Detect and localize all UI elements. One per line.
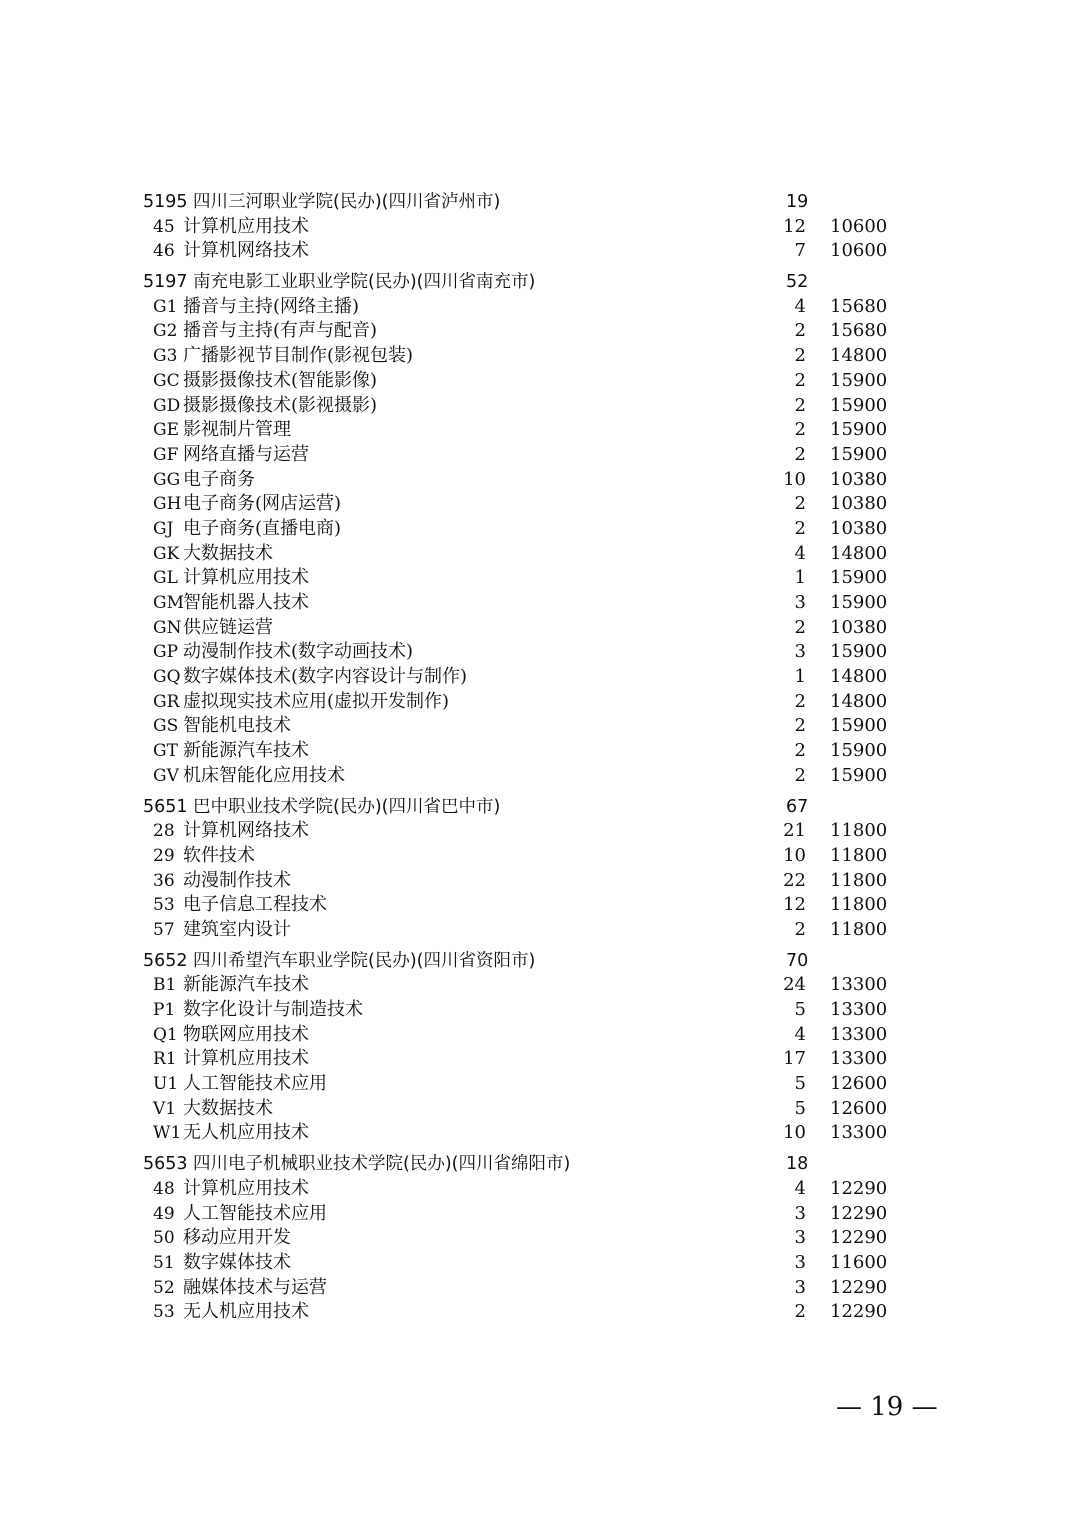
major-name: 广播影视节目制作(影视包装) [183,345,414,367]
major-row [0,319,1080,344]
major-fee: 13300 [830,1048,888,1070]
major-fee: 14800 [830,666,888,688]
major-count: 2 [794,394,806,416]
major-code: 48 [153,1178,175,1199]
school-name: 四川电子机械职业技术学院(民办)(四川省绵阳市) [193,1154,571,1175]
major-row [0,1047,1080,1072]
major-fee: 15900 [830,443,888,465]
major-count: 2 [794,740,806,762]
major-code: GC [153,370,180,391]
school-block [0,949,1080,1147]
major-fee: 10600 [830,240,888,262]
major-row [0,215,1080,240]
major-row [0,1097,1080,1122]
school-total: 70 [786,950,809,971]
major-count: 1 [794,666,806,688]
major-row [0,418,1080,443]
major-count: 24 [783,974,806,996]
major-count: 1 [794,567,806,589]
major-row [0,1023,1080,1048]
major-row [0,844,1080,869]
major-row [0,616,1080,641]
major-fee: 14800 [830,542,888,564]
major-row [0,973,1080,998]
major-name: 电子商务 [183,468,255,490]
major-row [0,690,1080,715]
major-count: 2 [794,345,806,367]
school-code: 5651 [143,796,188,817]
major-name: 智能机器人技术 [183,592,309,613]
major-code: GN [153,617,182,638]
major-row [0,492,1080,517]
major-name: 融媒体技术与运营 [183,1276,327,1298]
school-code: 5652 [143,950,188,971]
major-count: 3 [794,1276,806,1298]
school-name: 巴中职业技术学院(民办)(四川省巴中市) [193,796,501,817]
school-total: 18 [786,1154,809,1175]
major-name: 智能机电技术 [183,715,291,737]
major-name: 计算机网络技术 [183,820,309,842]
major-code: 50 [153,1228,175,1249]
major-fee: 10600 [830,215,888,237]
major-count: 2 [794,320,806,342]
major-count: 3 [794,592,806,613]
major-name: 摄影摄像技术(影视摄影) [183,394,378,416]
major-code: Q1 [153,1024,178,1045]
school-header [0,795,1080,820]
major-name: 计算机应用技术 [183,215,309,237]
major-fee: 14800 [830,690,888,712]
major-count: 3 [794,1251,806,1273]
major-code: GE [153,420,179,441]
major-code: 29 [153,845,175,866]
major-name: 大数据技术 [183,1097,273,1119]
major-fee: 11800 [830,820,888,842]
major-name: 电子信息工程技术 [183,894,327,916]
major-row [0,542,1080,567]
major-row [0,764,1080,789]
major-code: 46 [153,241,175,262]
major-code: 53 [153,895,175,916]
major-name: 数字媒体技术(数字内容设计与制作) [183,666,468,688]
major-fee: 15900 [830,764,888,786]
major-code: GV [153,765,179,786]
school-total: 67 [786,796,809,817]
major-fee: 10380 [830,616,888,638]
major-name: 人工智能技术应用 [183,1073,327,1095]
major-count: 4 [794,542,806,564]
major-count: 2 [794,1301,806,1323]
major-fee: 15900 [830,592,888,613]
major-row [0,517,1080,542]
major-fee: 10380 [830,493,888,515]
major-count: 3 [794,1202,806,1224]
major-fee: 12290 [830,1301,888,1323]
major-name: 计算机应用技术 [183,567,309,589]
major-row [0,566,1080,591]
major-count: 2 [794,690,806,712]
major-name: 计算机应用技术 [183,1177,309,1199]
major-code: GT [153,741,178,762]
major-code: P1 [153,1000,176,1020]
major-row [0,1177,1080,1202]
major-count: 10 [783,468,806,490]
major-code: V1 [153,1098,177,1119]
major-count: 5 [794,1073,806,1095]
major-fee: 12290 [830,1276,888,1298]
major-name: 软件技术 [183,844,255,866]
major-fee: 15900 [830,419,888,441]
major-row [0,369,1080,394]
major-count: 2 [794,715,806,737]
major-fee: 12290 [830,1202,888,1224]
major-name: 机床智能化应用技术 [183,764,345,786]
major-count: 2 [794,493,806,515]
major-fee: 12290 [830,1227,888,1249]
major-fee: 13300 [830,1122,888,1144]
major-name: 建筑室内设计 [183,918,291,940]
major-count: 2 [794,918,806,940]
major-row [0,591,1080,616]
major-code: GP [153,642,179,663]
major-count: 2 [794,443,806,465]
major-row [0,893,1080,918]
major-row [0,739,1080,764]
major-row [0,918,1080,943]
major-row [0,344,1080,369]
major-code: GL [153,568,178,589]
major-row [0,1121,1080,1146]
major-count: 4 [794,295,806,317]
major-code: GK [153,543,180,564]
major-code: GQ [153,667,181,688]
major-fee: 10380 [830,468,888,490]
school-total: 52 [786,272,809,293]
major-count: 2 [794,369,806,391]
major-row [0,295,1080,320]
major-count: 21 [783,820,806,842]
major-code: 45 [153,216,175,237]
school-code: 5653 [143,1154,188,1175]
major-row [0,819,1080,844]
major-row [0,640,1080,665]
major-row [0,1226,1080,1251]
school-name: 四川三河职业学院(民办)(四川省泸州市) [193,192,501,212]
major-name: 新能源汽车技术 [183,974,309,996]
major-code: G2 [153,321,178,342]
major-name: 移动应用开发 [183,1227,291,1249]
major-count: 12 [783,894,806,916]
school-block [0,795,1080,943]
school-code: 5197 [143,272,188,293]
major-fee: 11800 [830,844,888,866]
major-code: 53 [153,1302,175,1323]
major-count: 22 [783,869,806,891]
major-count: 2 [794,764,806,786]
major-name: 计算机网络技术 [183,240,309,262]
major-count: 10 [783,844,806,866]
major-code: 52 [153,1277,175,1298]
major-code: G1 [153,296,178,317]
major-fee: 15900 [830,394,888,416]
major-row [0,1251,1080,1276]
school-name: 四川希望汽车职业学院(民办)(四川省资阳市) [193,950,536,971]
major-fee: 15900 [830,715,888,737]
major-count: 4 [794,1023,806,1045]
major-code: 28 [153,821,175,842]
major-fee: 13300 [830,999,888,1020]
major-code: GJ [153,518,174,539]
school-block [0,190,1080,264]
major-code: 57 [153,919,175,940]
major-code: B1 [153,975,177,996]
major-name: 动漫制作技术 [183,869,291,891]
major-row [0,714,1080,739]
school-header [0,190,1080,215]
major-row [0,394,1080,419]
major-count: 4 [794,1177,806,1199]
major-name: 计算机应用技术 [183,1048,309,1070]
school-header [0,270,1080,295]
school-header [0,949,1080,974]
major-count: 2 [794,616,806,638]
major-name: 电子商务(网店运营) [183,493,342,515]
major-code: GS [153,716,179,737]
major-name: 虚拟现实技术应用(虚拟开发制作) [183,690,450,712]
major-fee: 15900 [830,369,888,391]
major-row [0,869,1080,894]
major-fee: 10380 [830,517,888,539]
major-name: 大数据技术 [183,542,273,564]
major-name: 新能源汽车技术 [183,740,309,762]
major-row [0,1276,1080,1301]
major-fee: 15680 [830,320,888,342]
major-row [0,665,1080,690]
major-name: 摄影摄像技术(智能影像) [183,369,378,391]
major-name: 数字媒体技术 [183,1251,291,1273]
major-fee: 15680 [830,295,888,317]
major-row [0,1300,1080,1325]
major-fee: 13300 [830,974,888,996]
page-number: — 19 — [836,1392,938,1422]
major-code: GR [153,691,180,712]
major-code: GG [153,469,181,490]
major-code: 51 [153,1252,175,1273]
major-fee: 11800 [830,869,888,891]
school-block [0,270,1080,788]
major-fee: 11800 [830,894,888,916]
major-fee: 12290 [830,1177,888,1199]
major-name: 影视制片管理 [183,419,291,441]
major-fee: 11600 [830,1251,888,1273]
major-fee: 15900 [830,567,888,589]
major-row [0,998,1080,1023]
major-name: 播音与主持(有声与配音) [183,320,378,342]
major-fee: 14800 [830,345,888,367]
major-fee: 15900 [830,641,888,663]
school-block [0,1152,1080,1325]
major-fee: 13300 [830,1023,888,1045]
school-header [0,1152,1080,1177]
major-count: 5 [794,1097,806,1119]
major-code: GD [153,395,181,416]
major-count: 12 [783,215,806,237]
enrollment-plan-list [0,190,1080,1331]
major-fee: 12600 [830,1073,888,1095]
major-fee: 11800 [830,918,888,940]
major-code: GF [153,444,179,465]
major-code: R1 [153,1049,177,1070]
major-name: 播音与主持(网络主播) [183,295,360,317]
major-count: 3 [794,641,806,663]
major-code: GM [153,593,184,613]
school-total: 19 [786,192,809,212]
major-count: 3 [794,1227,806,1249]
major-fee: 15900 [830,740,888,762]
major-row [0,239,1080,264]
major-name: 无人机应用技术 [183,1301,309,1323]
major-code: W1 [153,1123,182,1144]
major-name: 网络直播与运营 [183,443,309,465]
major-name: 人工智能技术应用 [183,1202,327,1224]
major-count: 2 [794,517,806,539]
major-count: 10 [783,1122,806,1144]
major-code: U1 [153,1074,179,1095]
major-row [0,443,1080,468]
major-count: 2 [794,419,806,441]
major-row [0,1202,1080,1227]
major-name: 动漫制作技术(数字动画技术) [183,641,414,663]
major-count: 7 [794,240,806,262]
major-count: 17 [783,1048,806,1070]
major-fee: 12600 [830,1097,888,1119]
major-name: 无人机应用技术 [183,1122,309,1144]
major-name: 供应链运营 [183,616,273,638]
major-code: 49 [153,1203,175,1224]
school-code: 5195 [143,192,188,212]
major-code: G3 [153,346,178,367]
major-code: 36 [153,870,175,891]
major-name: 物联网应用技术 [183,1023,309,1045]
school-name: 南充电影工业职业学院(民办)(四川省南充市) [193,272,536,293]
major-name: 数字化设计与制造技术 [183,999,363,1020]
major-code: GH [153,494,182,515]
major-row [0,468,1080,493]
major-count: 5 [794,999,806,1020]
major-name: 电子商务(直播电商) [183,517,342,539]
major-row [0,1072,1080,1097]
